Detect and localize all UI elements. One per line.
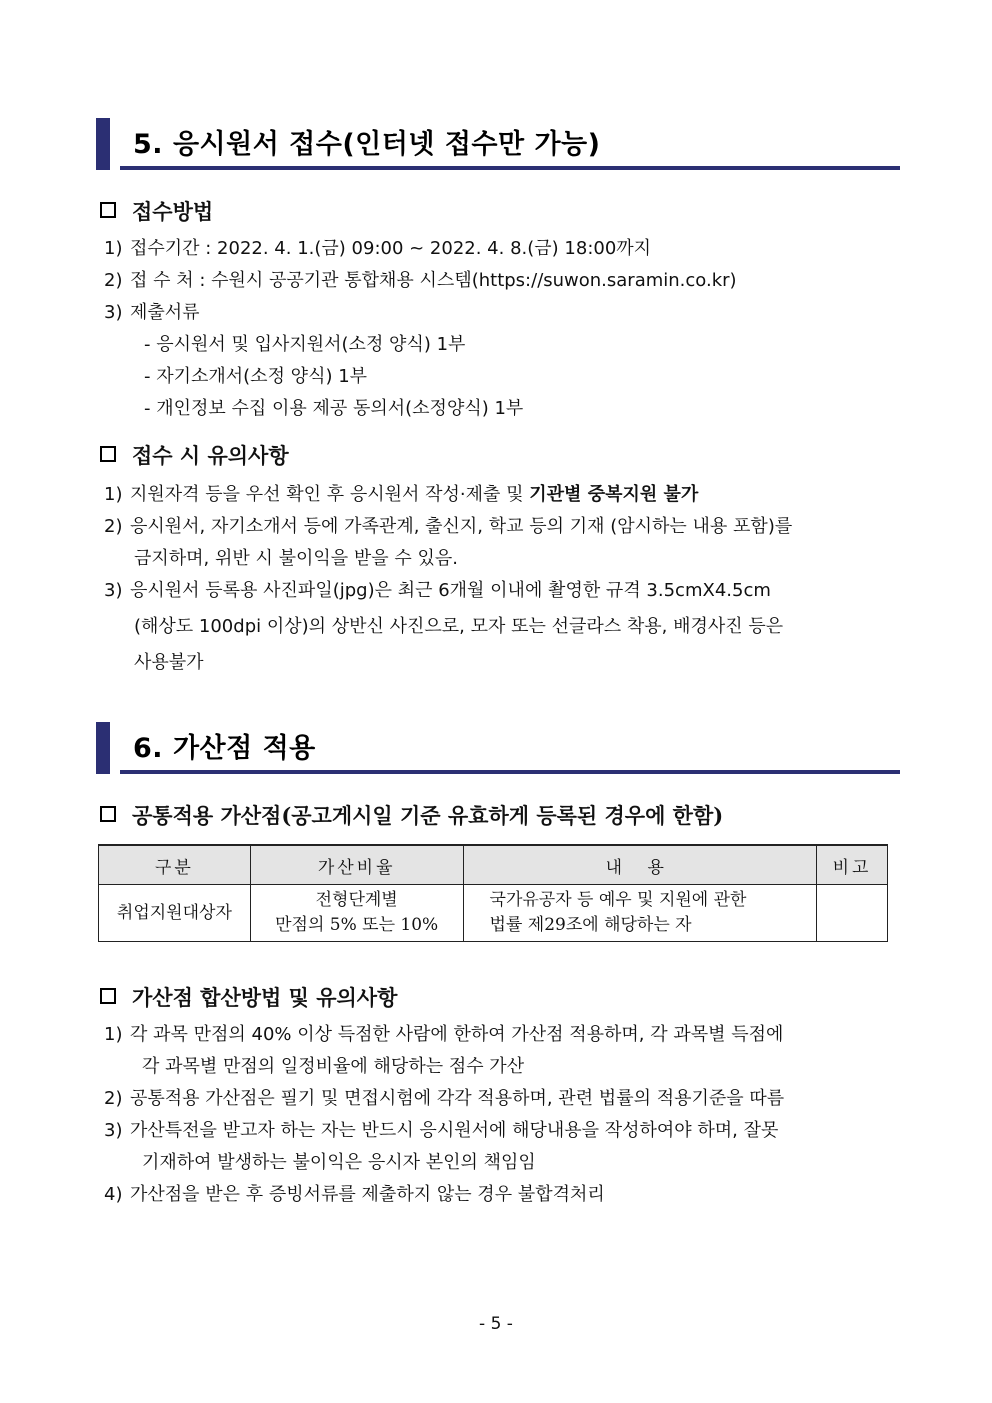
cell-category: 취업지원대상자 [99,885,251,942]
item-number: 2) [104,270,123,291]
calc-item-3-cont: 기재하여 발생하는 불이익은 응시자 본인의 책임임 [142,1152,536,1173]
page-number: - 5 - [479,1314,513,1334]
section-rule [120,770,900,774]
section-6-header [96,722,900,774]
method-item-3 [104,298,200,324]
item-number: 2) [104,1088,123,1109]
header-ratio: 가산비율 [250,845,463,885]
common-bonus-heading-text: 공통적용 가산점 [132,804,282,828]
checkbox-square-icon [100,988,116,1004]
section-bar [96,118,110,170]
header-remark: 비고 [817,845,888,885]
ratio-line-2: 만점의 5% 또는 10% [275,915,439,935]
item-emphasis: 기관별 중복지원 불가 [529,484,699,505]
method-heading-text: 접수방법 [132,200,214,224]
item-number: 1) [104,484,123,505]
calc-item-2 [104,1084,784,1110]
item-number: 3) [104,1120,123,1141]
item-text: 제출서류 [130,302,200,323]
notes-item-1 [104,480,698,506]
item-text: 가산특전을 받고자 하는 자는 반드시 응시원서에 해당내용을 작성하여야 하며, 잘못 [130,1120,779,1141]
notes-heading-text: 접수 시 유의사항 [132,444,289,468]
notes-item-3-cont-1: (해상도 100dpi 이상)의 상반신 사진으로, 모자 또는 선글라스 착용, 배경사진 등은 [134,616,784,637]
notes-heading [100,440,289,470]
calc-item-4 [104,1180,605,1206]
document-item-1: - 응시원서 및 입사지원서(소정 양식) 1부 [144,334,466,355]
document-item-2: - 자기소개서(소정 양식) 1부 [144,366,368,387]
item-number: 3) [104,580,123,601]
calc-heading-text: 가산점 합산방법 및 유의사항 [132,986,398,1010]
section-rule [120,166,900,170]
item-number: 1) [104,1024,123,1045]
item-text: 각 과목 만점의 40% 이상 득점한 사람에 한하여 가산점 적용하며, 각 과목별 득점에 [130,1024,784,1045]
common-bonus-heading [100,800,723,830]
checkbox-square-icon [100,806,116,822]
item-text: 공통적용 가산점은 필기 및 면접시험에 각각 적용하며, 관련 법률의 적용기준을 따름 [130,1088,785,1109]
notes-item-2-cont: 금지하며, 위반 시 불이익을 받을 수 있음. [134,548,458,569]
notes-item-2 [104,512,792,538]
bonus-table [98,844,888,942]
cell-content [463,885,817,942]
item-text: 접수기간 : 2022. 4. 1.(금) 09:00 ~ 2022. 4. 8.(금) 18:00까지 [130,238,652,259]
calc-heading [100,982,397,1012]
section-bar [96,722,110,774]
table-header-row [99,845,888,885]
method-item-2 [104,266,737,292]
item-number: 1) [104,238,123,259]
cell-ratio [250,885,463,942]
calc-item-3 [104,1116,778,1142]
notes-item-3-cont-2: 사용불가 [134,652,204,673]
document-item-3: - 개인정보 수집 이용 제공 동의서(소정양식) 1부 [144,398,524,419]
item-text: 응시원서, 자기소개서 등에 가족관계, 출신지, 학교 등의 기재 (암시하는 내용 포함)를 [130,516,793,537]
method-item-1 [104,234,651,260]
method-heading [100,196,213,226]
common-bonus-heading-note: (공고게시일 기준 유효하게 등록된 경우에 한함) [281,803,724,828]
cell-remark [817,885,888,942]
item-text: 접 수 처 : 수원시 공공기관 통합채용 시스템(https://suwon.saramin.co.kr) [130,270,737,291]
header-content: 내 용 [463,845,817,885]
notes-item-3 [104,576,771,602]
content-line-2: 법률 제29조에 해당하는 자 [489,915,692,935]
item-number: 3) [104,302,123,323]
content-line-1: 국가유공자 등 예우 및 지원에 관한 [489,890,747,910]
calc-item-1 [104,1020,783,1046]
checkbox-square-icon [100,202,116,218]
table-row [99,885,888,942]
item-number: 2) [104,516,123,537]
ratio-line-1: 전형단계별 [315,890,398,910]
item-text: 응시원서 등록용 사진파일(jpg)은 최근 6개월 이내에 촬영한 규격 3.5cmX4.5cm [130,580,771,601]
item-text: 지원자격 등을 우선 확인 후 응시원서 작성·제출 및 [130,484,530,505]
calc-item-1-cont: 각 과목별 만점의 일정비율에 해당하는 점수 가산 [142,1056,525,1077]
section-6-title: 6. 가산점 적용 [133,733,316,764]
item-text: 가산점을 받은 후 증빙서류를 제출하지 않는 경우 불합격처리 [130,1184,605,1205]
checkbox-square-icon [100,446,116,462]
item-number: 4) [104,1184,123,1205]
section-5-header [96,118,900,170]
section-5-title: 5. 응시원서 접수(인터넷 접수만 가능) [133,129,601,160]
header-category: 구분 [99,845,251,885]
